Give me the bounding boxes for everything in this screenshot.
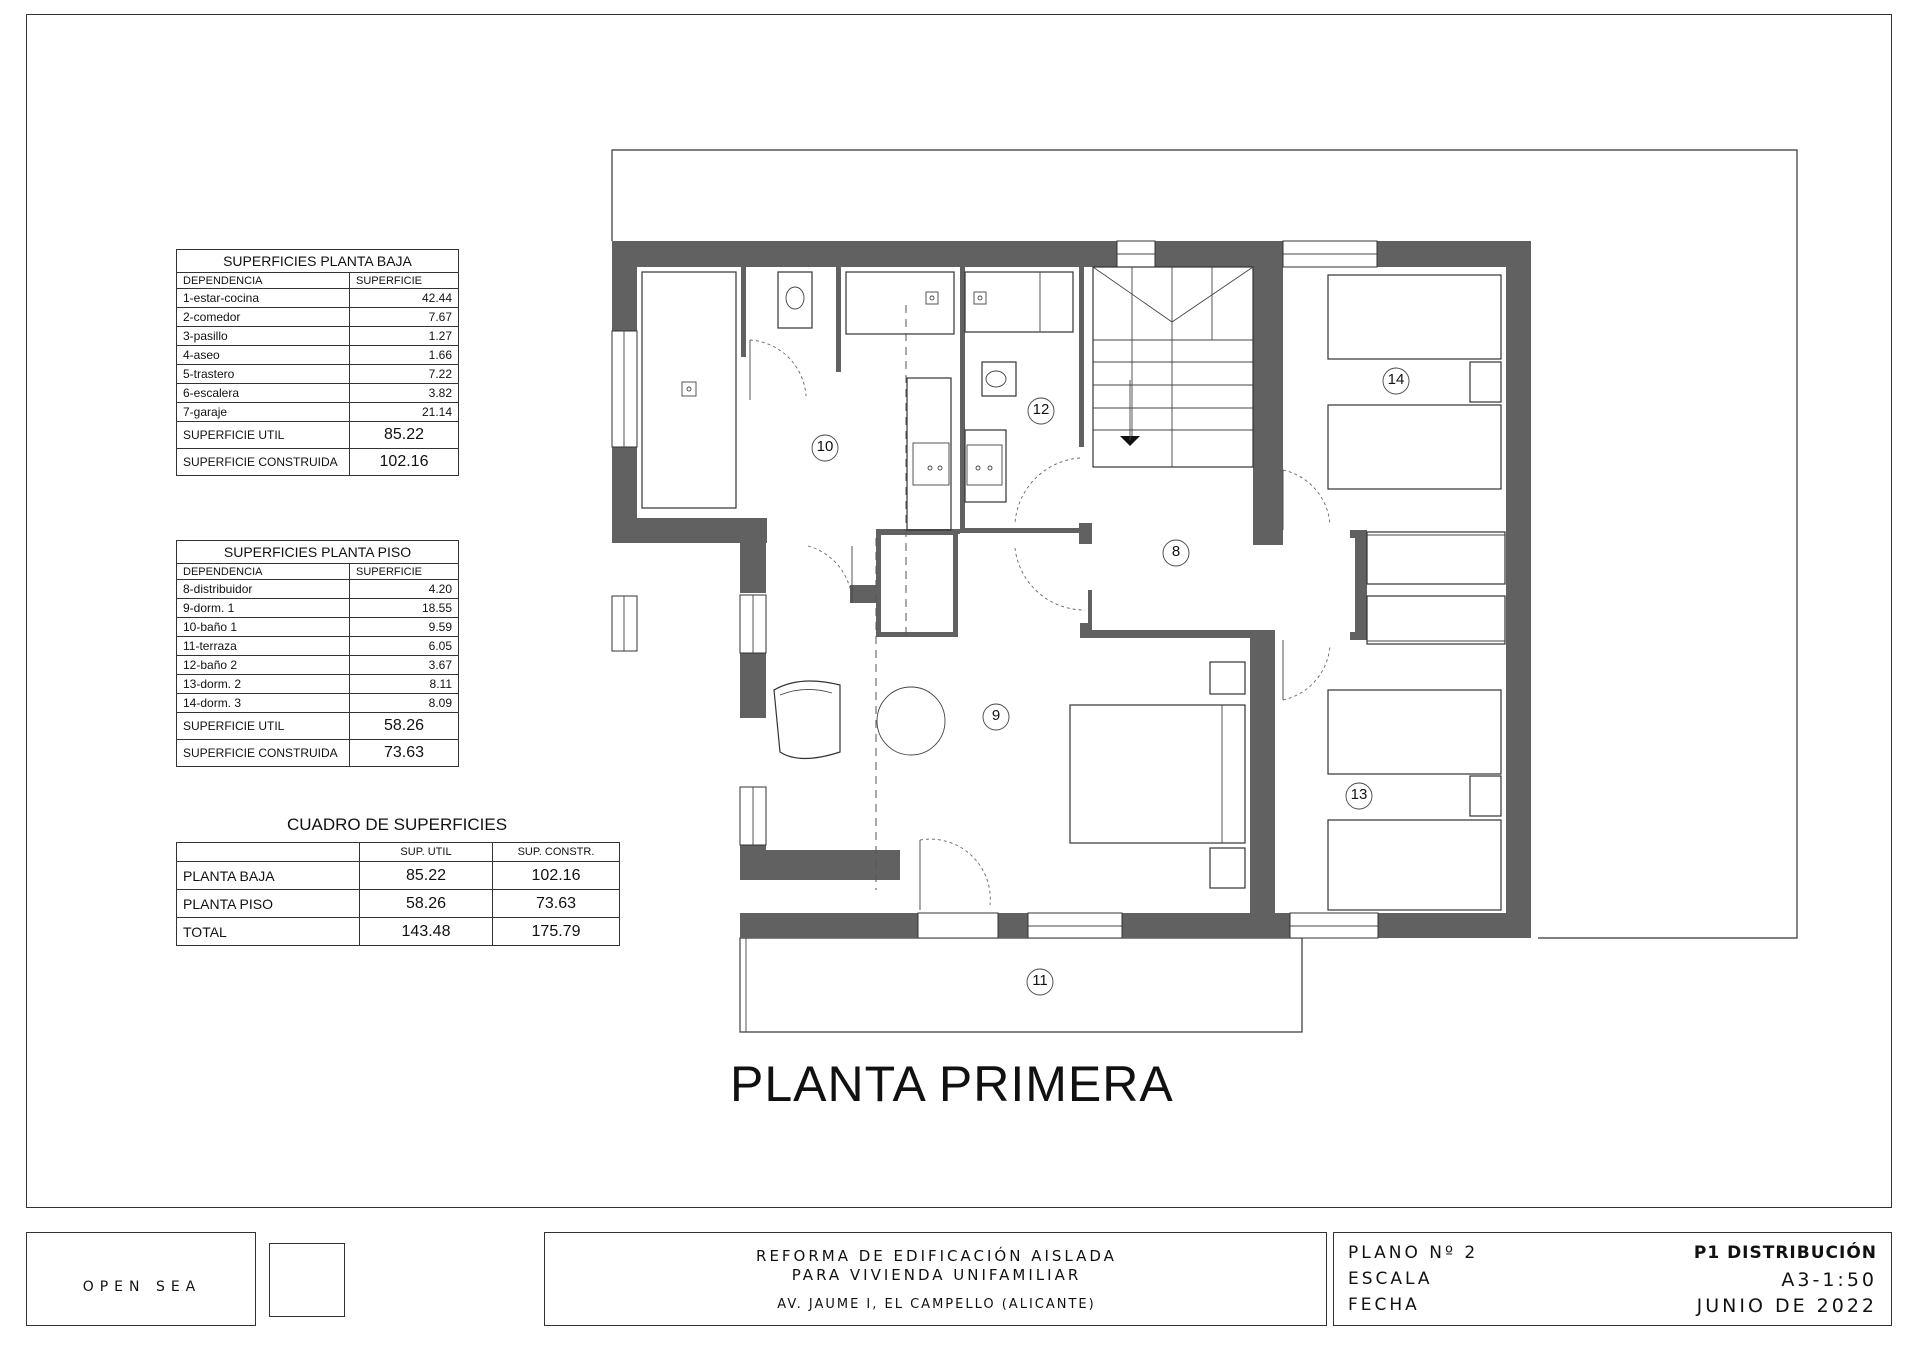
table-row: 4-aseo 1.66 xyxy=(177,346,459,365)
table-row: 13-dorm. 2 8.11 xyxy=(177,675,459,694)
project-address: AV. JAUME I, EL CAMPELLO (ALICANTE) xyxy=(777,1297,1096,1312)
bedroom-14-furniture xyxy=(1328,275,1505,644)
table-row: 3-pasillo 1.27 xyxy=(177,327,459,346)
room-number-11: 11 xyxy=(1032,972,1048,989)
title-block-project xyxy=(544,1232,1327,1326)
table-row: 2-comedor 7.67 xyxy=(177,308,459,327)
project-line-1: REFORMA DE EDIFICACIÓN AISLADA xyxy=(756,1247,1117,1265)
col-sup-util: SUP. UTIL xyxy=(360,843,493,862)
bath-12-fixtures xyxy=(965,272,1073,502)
plan-title: PLANTA PRIMERA xyxy=(730,1056,1174,1112)
room-number-8: 8 xyxy=(1171,543,1181,560)
room-number-9: 9 xyxy=(991,707,1001,724)
escala-label: ESCALA xyxy=(1348,1269,1433,1289)
terrace-lines xyxy=(740,938,746,1032)
room-number-14: 14 xyxy=(1387,371,1405,388)
room-number-13: 13 xyxy=(1350,786,1368,803)
hall-8-doors xyxy=(1015,458,1330,700)
col-superficie: SUPERFICIE xyxy=(350,564,459,580)
company-name: OPEN SEA xyxy=(82,1279,202,1295)
col-superficie: SUPERFICIE xyxy=(350,273,459,289)
stairs xyxy=(1093,267,1253,467)
col-sup-constr: SUP. CONSTR. xyxy=(493,843,620,862)
plano-label: PLANO Nº 2 xyxy=(1348,1243,1479,1263)
table-row: 7-garaje 21.14 xyxy=(177,403,459,422)
table-row: PLANTA PISO 58.26 73.63 xyxy=(177,890,620,918)
table-row-construida: SUPERFICIE CONSTRUIDA 102.16 xyxy=(177,449,459,476)
table-row: 8-distribuidor 4.20 xyxy=(177,580,459,599)
logo-box xyxy=(269,1243,345,1317)
table-title: SUPERFICIES PLANTA BAJA xyxy=(177,250,459,273)
table-row: 10-baño 1 9.59 xyxy=(177,618,459,637)
plot-boundary xyxy=(612,150,1797,938)
title-block-company xyxy=(26,1232,256,1326)
col-dependencia: DEPENDENCIA xyxy=(177,273,350,289)
fecha-label: FECHA xyxy=(1348,1295,1420,1315)
sheet-name: P1 DISTRIBUCIÓN xyxy=(1693,1243,1877,1263)
table-row-util: SUPERFICIE UTIL 85.22 xyxy=(177,422,459,449)
table-row: 9-dorm. 1 18.55 xyxy=(177,599,459,618)
table-cuadro-superficies xyxy=(176,842,620,946)
terrace-outline xyxy=(740,938,1302,1032)
room-numbers xyxy=(812,368,1409,995)
table-row: PLANTA BAJA 85.22 102.16 xyxy=(177,862,620,890)
project-line-2: PARA VIVIENDA UNIFAMILIAR xyxy=(791,1266,1082,1284)
table-row-util: SUPERFICIE UTIL 58.26 xyxy=(177,713,459,740)
bath-10-fixtures xyxy=(642,272,954,603)
table-planta-baja xyxy=(176,249,459,476)
table-row-construida: SUPERFICIE CONSTRUIDA 73.63 xyxy=(177,740,459,767)
table-title: SUPERFICIES PLANTA PISO xyxy=(177,541,459,564)
date-value: JUNIO DE 2022 xyxy=(1696,1295,1877,1317)
cuadro-title: CUADRO DE SUPERFICIES xyxy=(286,815,508,834)
room-number-10: 10 xyxy=(816,438,834,455)
room-number-12: 12 xyxy=(1032,401,1050,418)
col-dependencia: DEPENDENCIA xyxy=(177,564,350,580)
scale-value: A3-1:50 xyxy=(1781,1269,1877,1291)
title-block-sheet xyxy=(1333,1232,1892,1326)
table-row: 6-escalera 3.82 xyxy=(177,384,459,403)
table-row: 14-dorm. 3 8.09 xyxy=(177,694,459,713)
table-row: 12-baño 2 3.67 xyxy=(177,656,459,675)
table-row: 11-terraza 6.05 xyxy=(177,637,459,656)
table-planta-piso xyxy=(176,540,459,767)
table-row: TOTAL 143.48 175.79 xyxy=(177,918,620,946)
table-row: 5-trastero 7.22 xyxy=(177,365,459,384)
table-row: 1-estar-cocina 42.44 xyxy=(177,289,459,308)
